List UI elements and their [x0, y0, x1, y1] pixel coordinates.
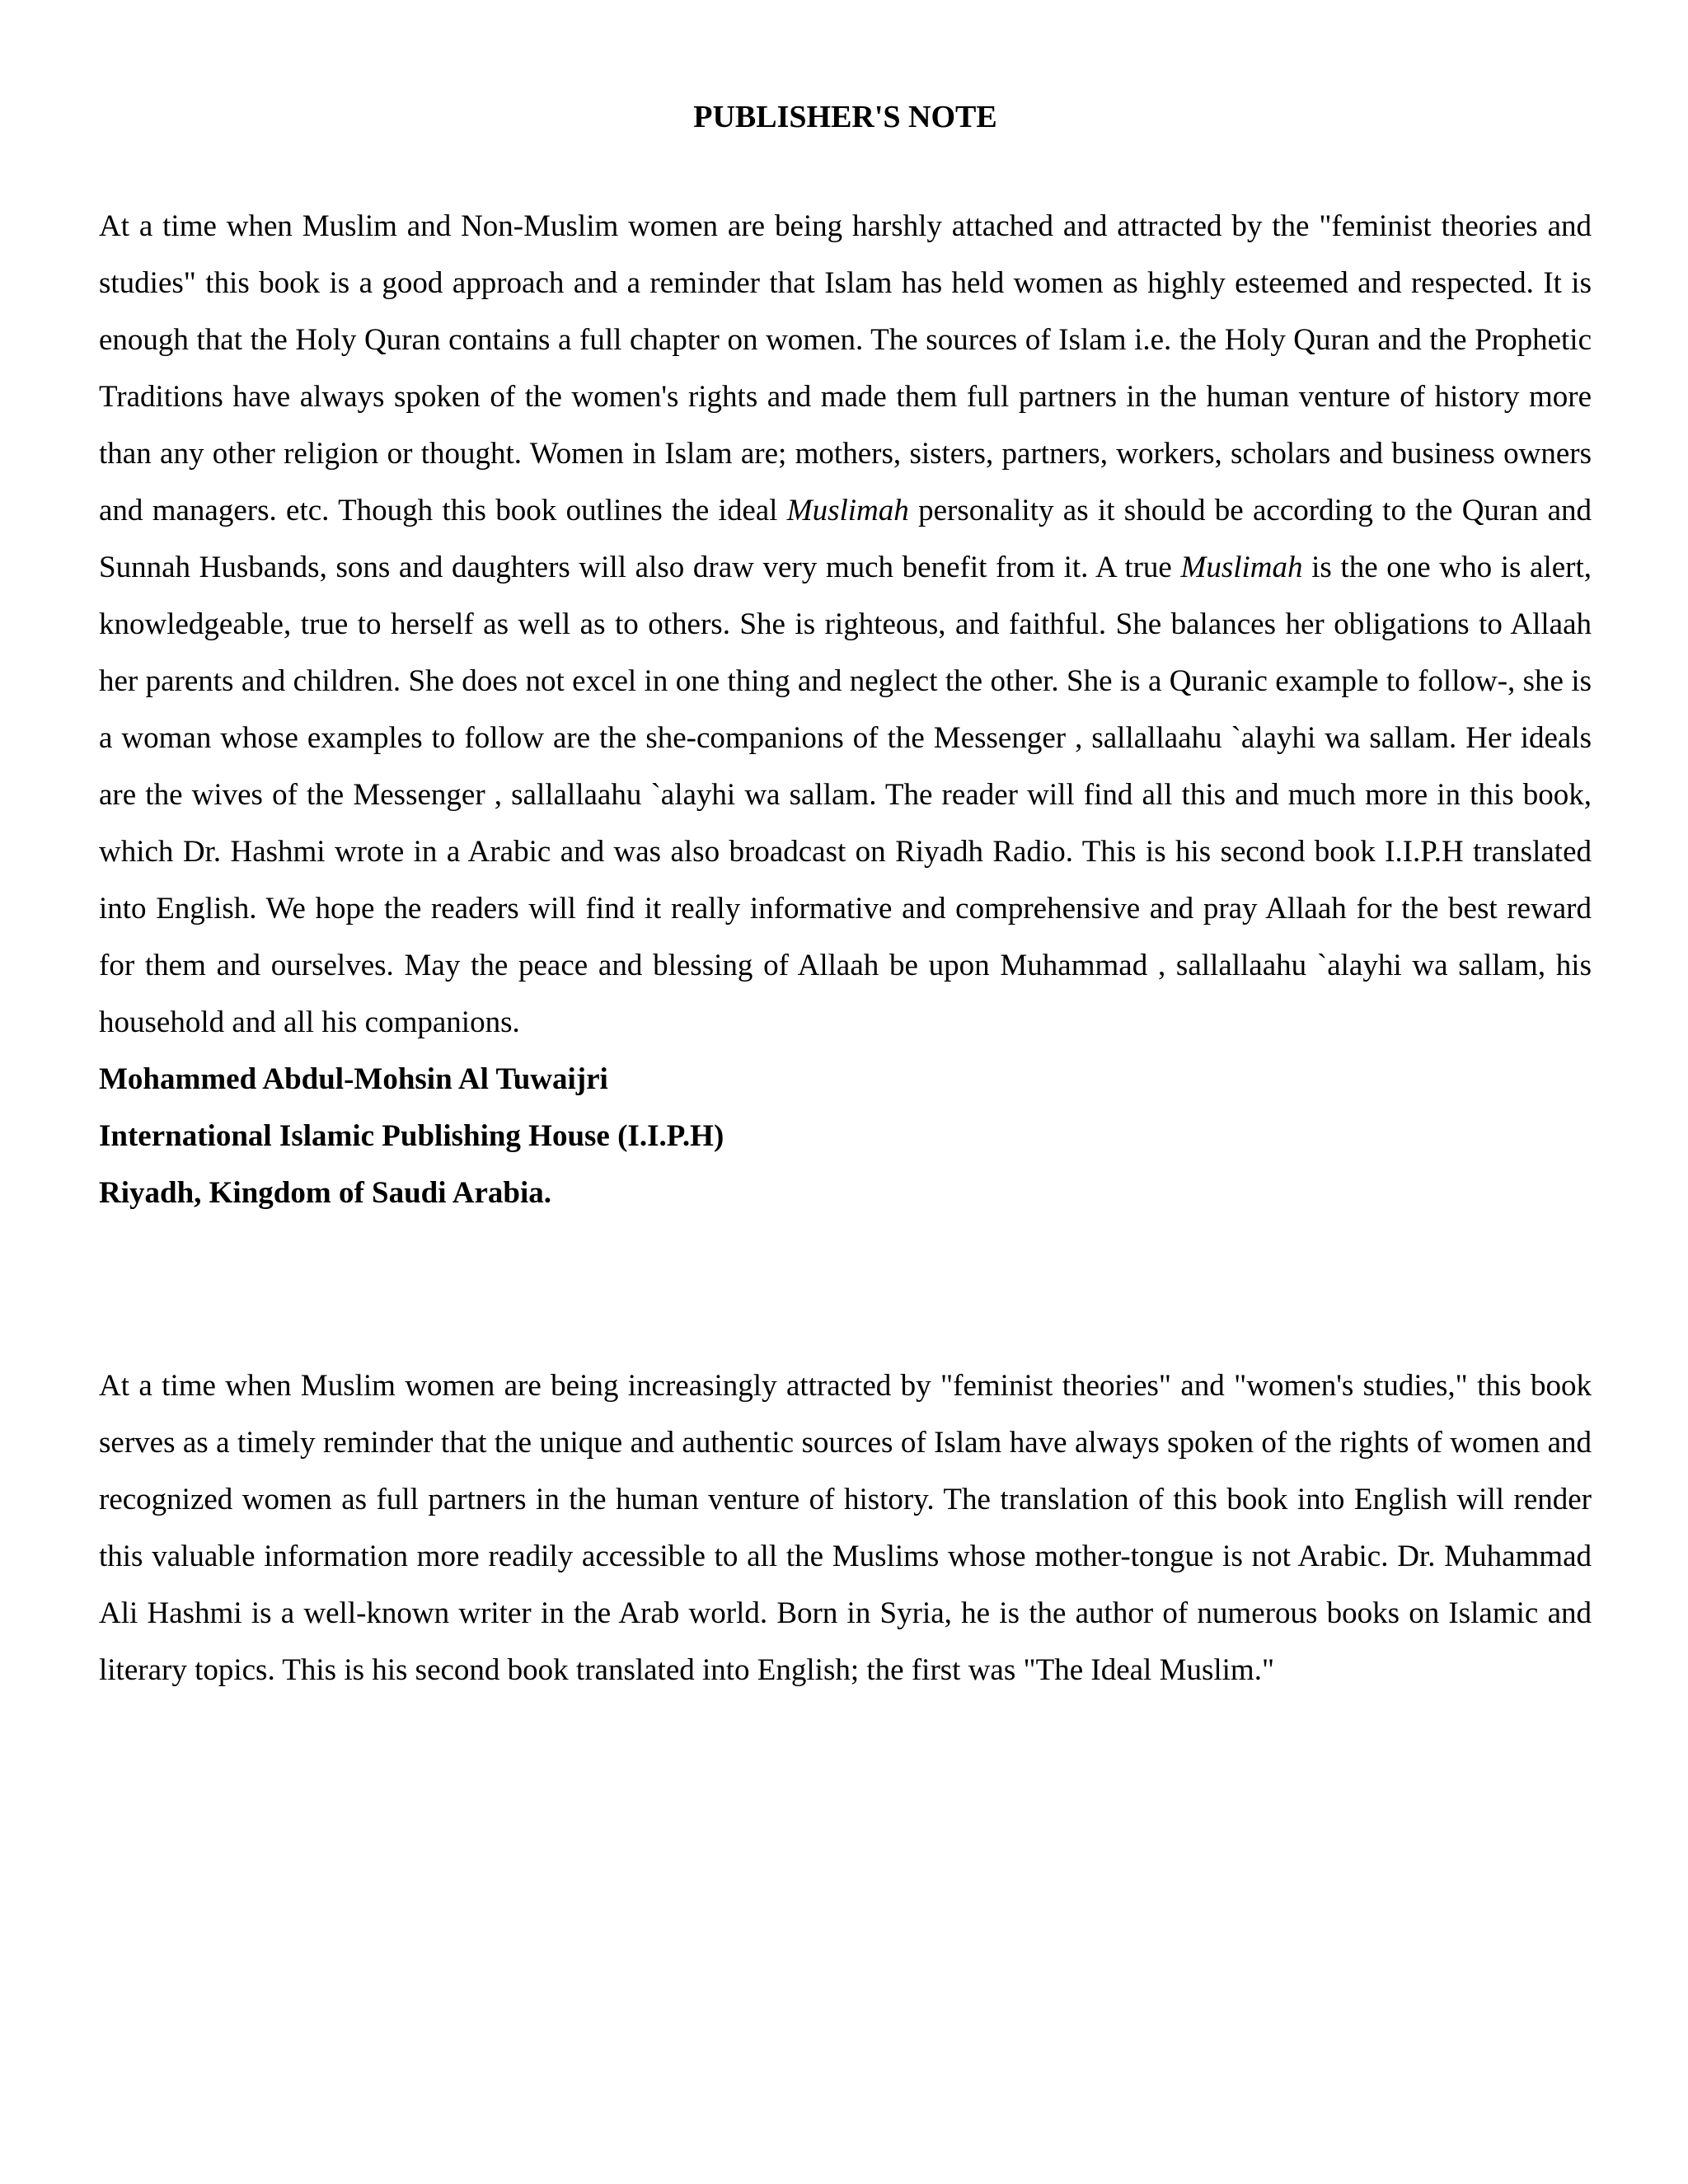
signature-name: Mohammed Abdul-Mohsin Al Tuwaijri	[99, 1062, 608, 1096]
book-description-paragraph: At a time when Muslim women are being increasingly attracted by "feminist theories" and "women's studies," this book serves as a timely reminder that the unique and authentic sources of Islam have always spoken of the rights of women and recognized women as full partners in the human venture of history. The translation of this book into English will render this valuable information more readily accessible to all the Muslims whose mother-tongue is not Arabic. Dr. Muhammad Ali Hashmi is a well-known writer in the Arab world. Born in Syria, he is the author of numerous books on Islamic and literary topics. This is his second book translated into English; the first was "The Ideal Muslim."	[99, 1369, 1592, 1687]
signature-location: Riyadh, Kingdom of Saudi Arabia.	[99, 1176, 551, 1210]
paragraph-text-part-1: At a time when Muslim and Non-Muslim women are being harshly attached and attracted by the "feminist theories and studies" this book is a good approach and a reminder that Islam has held women as highly esteemed and respected. It is enough that the Holy Quran contains a full chapter on women. The sources of Islam i.e. the Holy Quran and the Prophetic Traditions have always spoken of the women's rights and made them full partners in the human venture of history more than any other religion or thought. Women in Islam are; mothers, sisters, partners, workers, scholars and business owners and managers. etc. Though this book outlines the ideal	[99, 209, 1592, 527]
paragraph-text-part-2: personality as it should be according to the Quran and Sunnah Husbands, sons and daughters will also draw very much benefit from it. A true	[99, 494, 1592, 584]
page-title: PUBLISHER'S NOTE	[693, 100, 997, 134]
signature-block	[99, 1051, 1592, 1221]
italic-term-muslimah-1: Muslimah	[786, 494, 909, 527]
signature-organization: International Islamic Publishing House (I.I.P.H)	[99, 1119, 724, 1153]
italic-term-muslimah-2: Muslimah	[1180, 551, 1303, 584]
paragraph-text-part-3: is the one who is alert, knowledgeable, true to herself as well as to others. She is righteous, and faithful. She balances her obligations to Allaah her parents and children. She does not excel in one thing and neglect the other. She is a Quranic example to follow-, she is a woman whose examples to follow are the she-companions of the Messenger , sallallaahu `alayhi wa sallam. Her ideals are the wives of the Messenger , sallallaahu `alayhi wa sallam. The reader will find all this and much more in this book, which Dr. Hashmi wrote in a Arabic and was also broadcast on Riyadh Radio. This is his second book I.I.P.H translated into English. We hope the readers will find it really informative and comprehensive and pray Allaah for the best reward for them and ourselves. May the peace and blessing of Allaah be upon Muhammad , sallallaahu `alayhi wa sallam, his household and all his companions.	[99, 551, 1592, 1039]
publisher-note-paragraph	[99, 198, 1592, 1051]
